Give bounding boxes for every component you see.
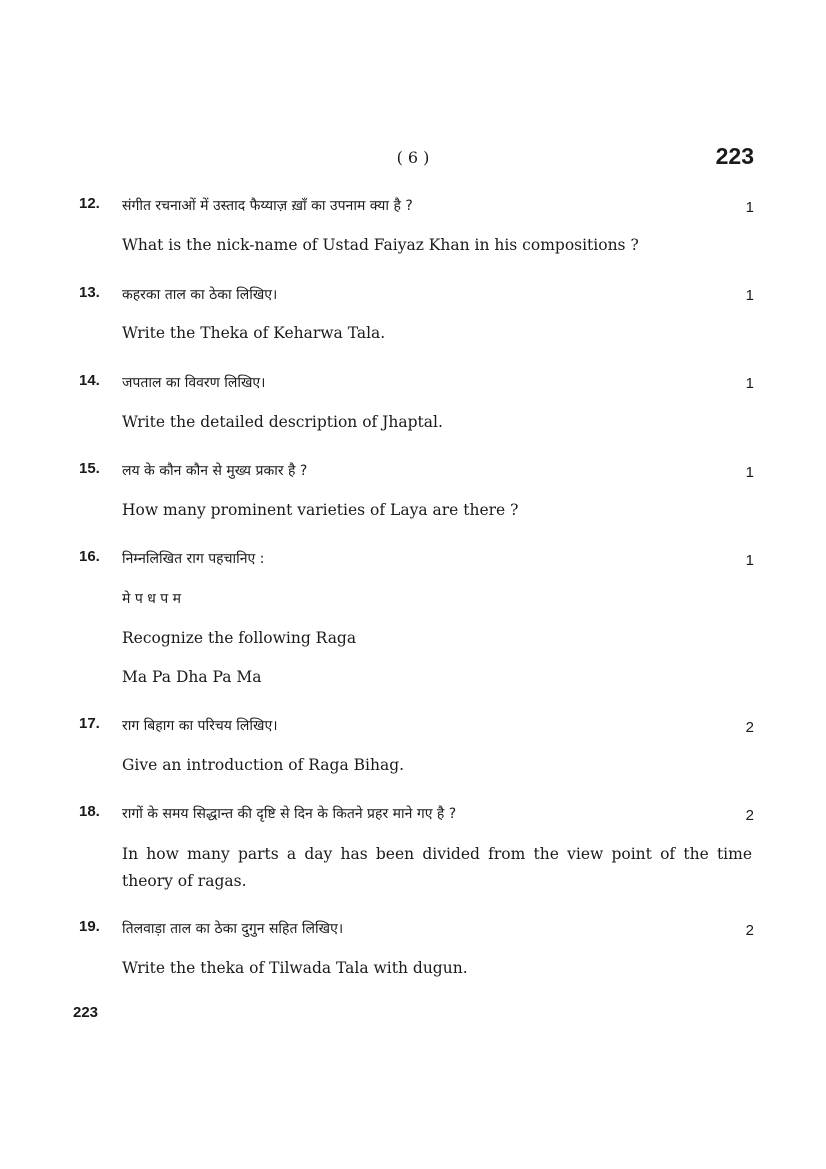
notation-hindi: मे प ध प म	[122, 591, 182, 607]
question-hindi: तिलवाड़ा ताल का ठेका दुगुन सहित लिखिए।	[122, 921, 344, 937]
question-number: 12.	[79, 195, 100, 212]
page-number: ( 6 )	[396, 148, 430, 167]
question-hindi: राग बिहाग का परिचय लिखिए।	[122, 718, 278, 734]
question-english: Write the Theka of Keharwa Tala.	[122, 324, 386, 342]
question-marks: 1	[745, 552, 754, 569]
question-marks: 2	[745, 719, 754, 736]
question-hindi: जपताल का विवरण लिखिए।	[122, 375, 266, 391]
question-marks: 1	[745, 464, 754, 481]
question-english: Write the detailed description of Jhaptal.	[122, 413, 443, 431]
question-number: 15.	[79, 460, 100, 477]
question-hindi: निम्नलिखित राग पहचानिए :	[122, 551, 265, 567]
question-english: In how many parts a day has been divided from the view point of the time theory of ragas.	[122, 845, 752, 890]
question-hindi: लय के कौन कौन से मुख्य प्रकार है ?	[122, 463, 308, 479]
question-marks: 1	[745, 287, 754, 304]
question-english: What is the nick-name of Ustad Faiyaz Khan in his compositions ?	[122, 236, 639, 254]
question-number: 13.	[79, 284, 100, 301]
question-hindi: संगीत रचनाओं में उस्ताद फैय्याज़ ख़ाँ का उपनाम क्या है ?	[122, 198, 413, 214]
question-number: 18.	[79, 803, 100, 820]
paper-code-top: 223	[715, 143, 754, 169]
question-english: Recognize the following Raga	[122, 629, 357, 647]
question-hindi: कहरका ताल का ठेका लिखिए।	[122, 287, 278, 303]
question-english: Write the theka of Tilwada Tala with dugun.	[122, 959, 468, 977]
question-marks: 2	[745, 922, 754, 939]
question-english: How many prominent varieties of Laya are there ?	[122, 501, 519, 519]
question-english: Give an introduction of Raga Bihag.	[122, 756, 405, 774]
question-number: 19.	[79, 918, 100, 935]
notation-english: Ma Pa Dha Pa Ma	[122, 668, 262, 686]
question-number: 16.	[79, 548, 100, 565]
question-marks: 1	[745, 199, 754, 216]
question-number: 17.	[79, 715, 100, 732]
question-number: 14.	[79, 372, 100, 389]
question-hindi: रागों के समय सिद्धान्त की दृष्टि से दिन के कितने प्रहर माने गए है ?	[122, 806, 457, 822]
question-marks: 1	[745, 375, 754, 392]
question-marks: 2	[745, 807, 754, 824]
paper-code-bottom: 223	[73, 1004, 99, 1021]
